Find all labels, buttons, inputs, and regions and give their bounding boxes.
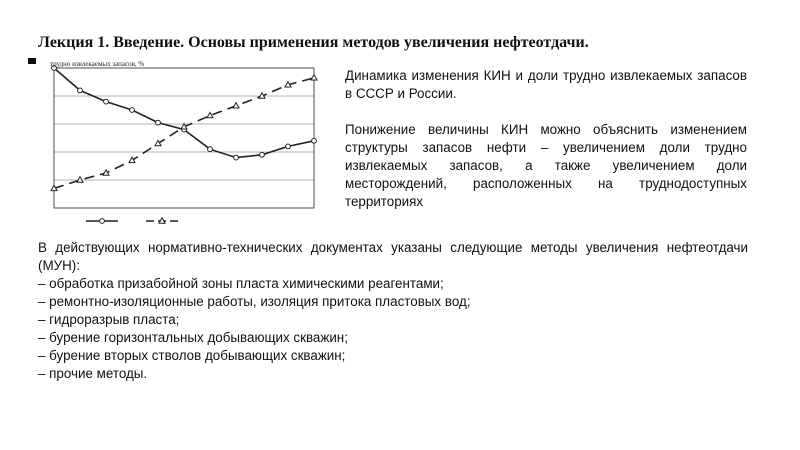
methods-list-item: – гидроразрыв пласта;: [38, 312, 180, 327]
chart-explanation: Понижение величины КИН можно объяснить изменением структуры запасов нефти – увеличением доли трудно извлекаемых запасов, а также увеличением доли месторождений, расположенных на труднодоступных территориях: [345, 122, 747, 209]
chart-grid: [54, 96, 314, 180]
methods-list-item: – ремонтно-изоляционные работы, изоляция притока пластовых вод;: [38, 294, 471, 309]
kin-chart-svg: [28, 58, 334, 230]
methods-intro: В действующих нормативно-технических документах указаны следующие методы увеличения нефтеотдачи (МУН):: [38, 240, 748, 273]
chart-header-text: трудно извлекаемых запасов, %: [50, 60, 145, 68]
chart-legend: [86, 218, 178, 224]
chart-series-layer: [51, 66, 317, 191]
methods-list-item: – бурение горизонтальных добывающих скважин;: [38, 330, 348, 345]
data-point-triangle: [233, 103, 239, 108]
data-point-circle: [260, 152, 265, 157]
slide-title: Лекция 1. Введение. Основы применения методов увеличения нефтеотдачи.: [38, 34, 589, 51]
chart-corner-mark: [28, 58, 36, 64]
data-point-triangle: [311, 75, 317, 80]
chart-caption: Динамика изменения КИН и доли трудно извлекаемых запасов в СССР и России.: [345, 68, 747, 101]
data-point-circle: [208, 147, 213, 152]
methods-section: [38, 239, 748, 383]
series-line-1: [54, 68, 314, 158]
data-point-circle: [312, 138, 317, 143]
data-point-circle: [78, 88, 83, 93]
data-point-circle: [156, 120, 161, 125]
data-point-circle: [130, 108, 135, 113]
series-line-2: [54, 78, 314, 189]
data-point-circle: [234, 155, 239, 160]
data-point-circle: [104, 99, 109, 104]
plot-frame: [54, 68, 314, 208]
methods-list-item: – бурение вторых стволов добывающих скважин;: [38, 348, 346, 363]
methods-list-item: – прочие методы.: [38, 366, 148, 381]
methods-list-item: – обработка призабойной зоны пласта химическими реагентами;: [38, 276, 444, 291]
legend-marker-circle: [100, 219, 105, 224]
data-point-circle: [286, 144, 291, 149]
methods-list: [38, 275, 748, 383]
data-point-triangle: [207, 112, 213, 117]
chart-description: [345, 67, 747, 211]
kin-chart: [28, 58, 334, 230]
data-point-triangle: [77, 177, 83, 182]
